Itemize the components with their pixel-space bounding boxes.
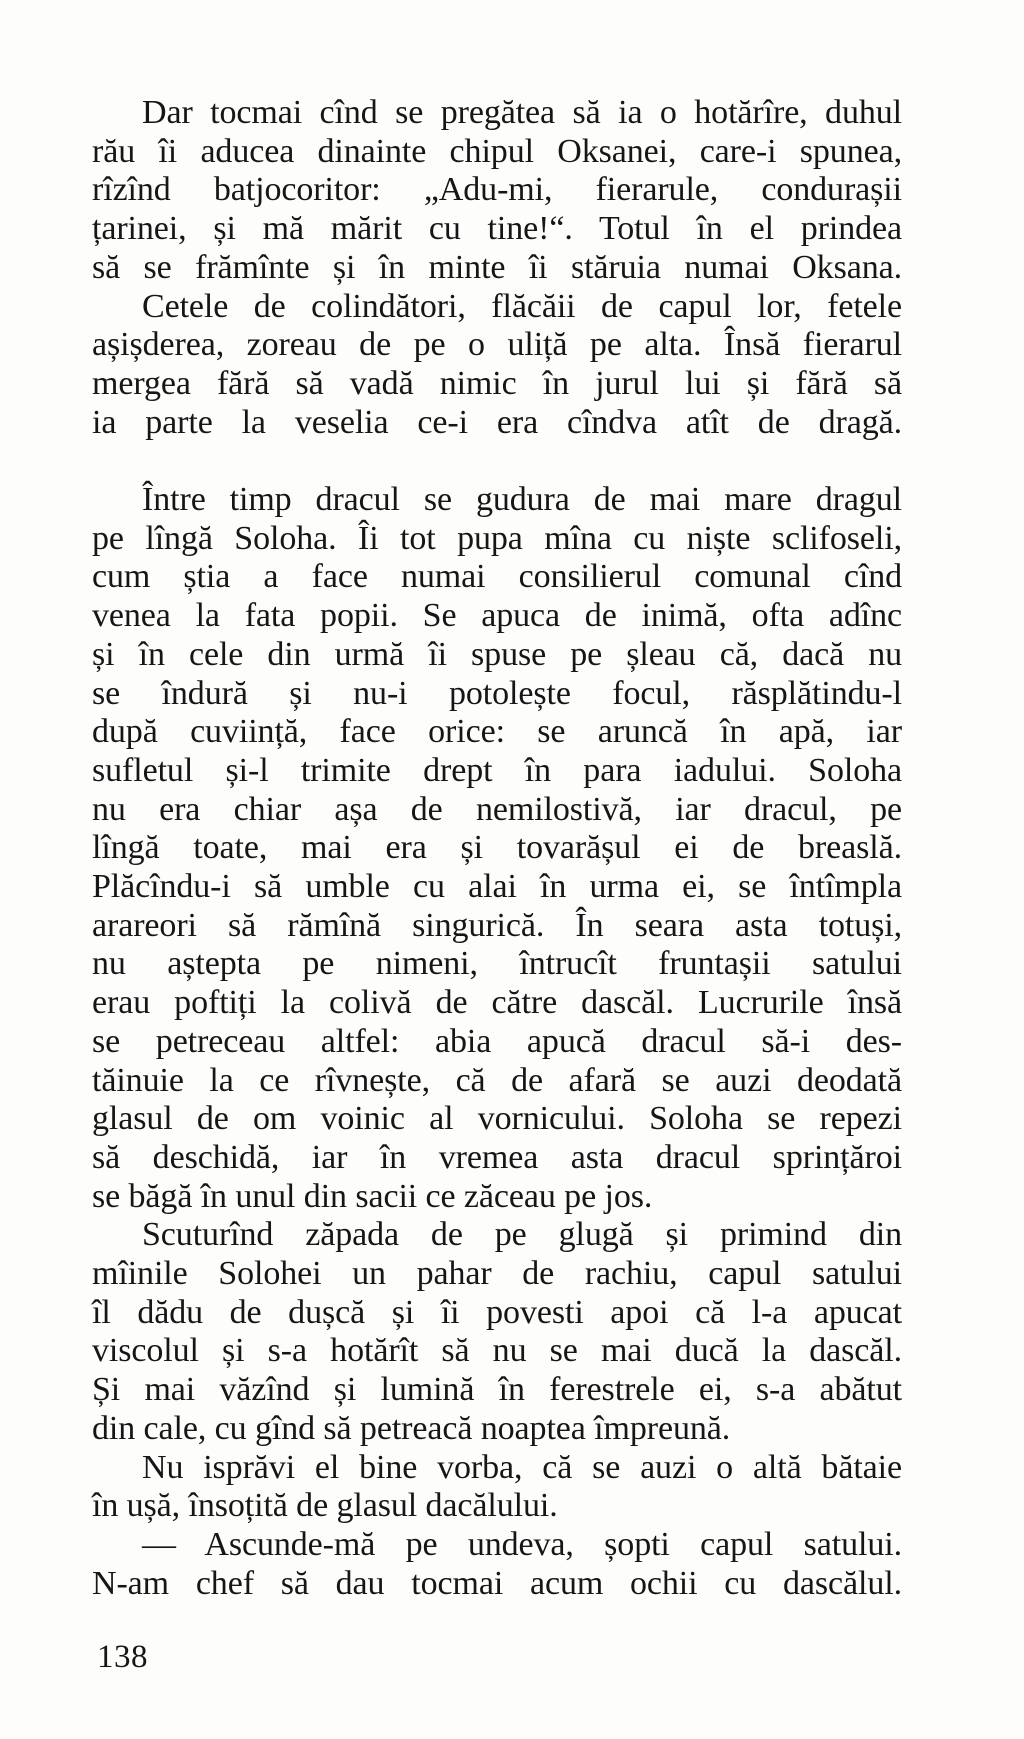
text-line: nu era chiar așa de nemilostivă, iar dracul, pe bbox=[92, 790, 902, 828]
text-line: nu aștepta pe nimeni, întrucît fruntașii satului bbox=[92, 945, 902, 983]
text-line: să se frămînte și în minte îi stăruia numai Oksana. bbox=[92, 248, 902, 286]
paragraph-4 bbox=[92, 1216, 902, 1448]
text-line: erau poftiți la colivă de către dascăl. Lucrurile însă bbox=[92, 984, 902, 1022]
page-text bbox=[92, 94, 902, 1603]
text-line: din cale, cu gînd să petreacă noaptea împreună. bbox=[92, 1409, 731, 1447]
paragraph-2 bbox=[92, 288, 902, 443]
paragraph-3 bbox=[92, 481, 902, 1216]
text-line: viscolul și s-a hotărît să nu se mai ducă la dascăl. bbox=[92, 1332, 902, 1370]
text-line: lîngă toate, mai era și tovarășul ei de breaslă. bbox=[92, 829, 902, 867]
text-line: tăinuie la ce rîvnește, că de afară se auzi deodată bbox=[92, 1061, 902, 1099]
text-line: se îndură și nu-i potolește focul, răsplătindu-l bbox=[92, 674, 902, 712]
text-line: Între timp dracul se gudura de mai mare dragul bbox=[142, 481, 902, 519]
text-line: după cuviință, face orice: se aruncă în apă, iar bbox=[92, 713, 902, 751]
paragraph-1 bbox=[92, 94, 902, 288]
text-line: Plăcîndu-i să umble cu alai în urma ei, se întîmpla bbox=[92, 868, 902, 906]
paragraph-6-dialogue bbox=[92, 1526, 902, 1603]
text-line: și în cele din urmă îi spuse pe șleau că, dacă nu bbox=[92, 635, 902, 673]
text-line: rîzînd batjocoritor: „Adu-mi, fierarule, condurașii bbox=[92, 171, 902, 209]
text-line: să deschidă, iar în vremea asta dracul sprințăroi bbox=[92, 1138, 902, 1176]
page-number: 138 bbox=[97, 1639, 148, 1675]
text-line: Nu isprăvi el bine vorba, că se auzi o altă bătaie bbox=[142, 1448, 902, 1486]
text-line: Cetele de colindători, flăcăii de capul lor, fetele bbox=[142, 287, 902, 325]
text-line: îl dădu de dușcă și îi povesti apoi că l-a apucat bbox=[92, 1293, 902, 1331]
text-line: N-am chef să dau tocmai acum ochii cu dascălul. bbox=[92, 1564, 902, 1602]
text-line: sufletul și-l trimite drept în para iadului. Soloha bbox=[92, 751, 902, 789]
text-line: se băgă în unul din sacii ce zăceau pe jos. bbox=[92, 1177, 653, 1215]
text-line: arareori să rămînă singurică. În seara asta totuși, bbox=[92, 906, 902, 944]
text-line: cum știa a face numai consilierul comunal cînd bbox=[92, 558, 902, 596]
text-line: pe lîngă Soloha. Îi tot pupa mîna cu niște sclifoseli, bbox=[92, 519, 902, 557]
text-line: mîinile Solohei un pahar de rachiu, capul satului bbox=[92, 1255, 902, 1293]
text-line: Dar tocmai cînd se pregătea să ia o hotărîre, duhul bbox=[142, 94, 902, 131]
text-line: Scuturînd zăpada de pe glugă și primind din bbox=[142, 1216, 902, 1254]
text-line: glasul de om voinic al vornicului. Soloha se repezi bbox=[92, 1100, 902, 1138]
text-line: rău îi aducea dinainte chipul Oksanei, care-i spunea, bbox=[92, 132, 902, 170]
text-line: se petreceau altfel: abia apucă dracul să-i des- bbox=[92, 1022, 902, 1060]
paragraph-5 bbox=[92, 1449, 902, 1526]
text-line: ia parte la veselia ce-i era cîndva atît de dragă. bbox=[92, 403, 902, 441]
text-line: în ușă, însoțită de glasul dacălului. bbox=[92, 1487, 558, 1525]
text-line: venea la fata popii. Se apuca de inimă, ofta adînc bbox=[92, 597, 902, 635]
text-line: țarinei, și mă mărit cu tine!“. Totul în el prindea bbox=[92, 210, 902, 248]
text-line: mergea fără să vadă nimic în jurul lui și fără să bbox=[92, 364, 902, 402]
text-line: — Ascunde-mă pe undeva, șopti capul satului. bbox=[142, 1526, 902, 1563]
text-line: așișderea, zoreau de pe o uliță pe alta. Însă fierarul bbox=[92, 326, 902, 364]
text-line: Și mai văzînd și lumină în ferestrele ei, s-a abătut bbox=[92, 1371, 902, 1409]
